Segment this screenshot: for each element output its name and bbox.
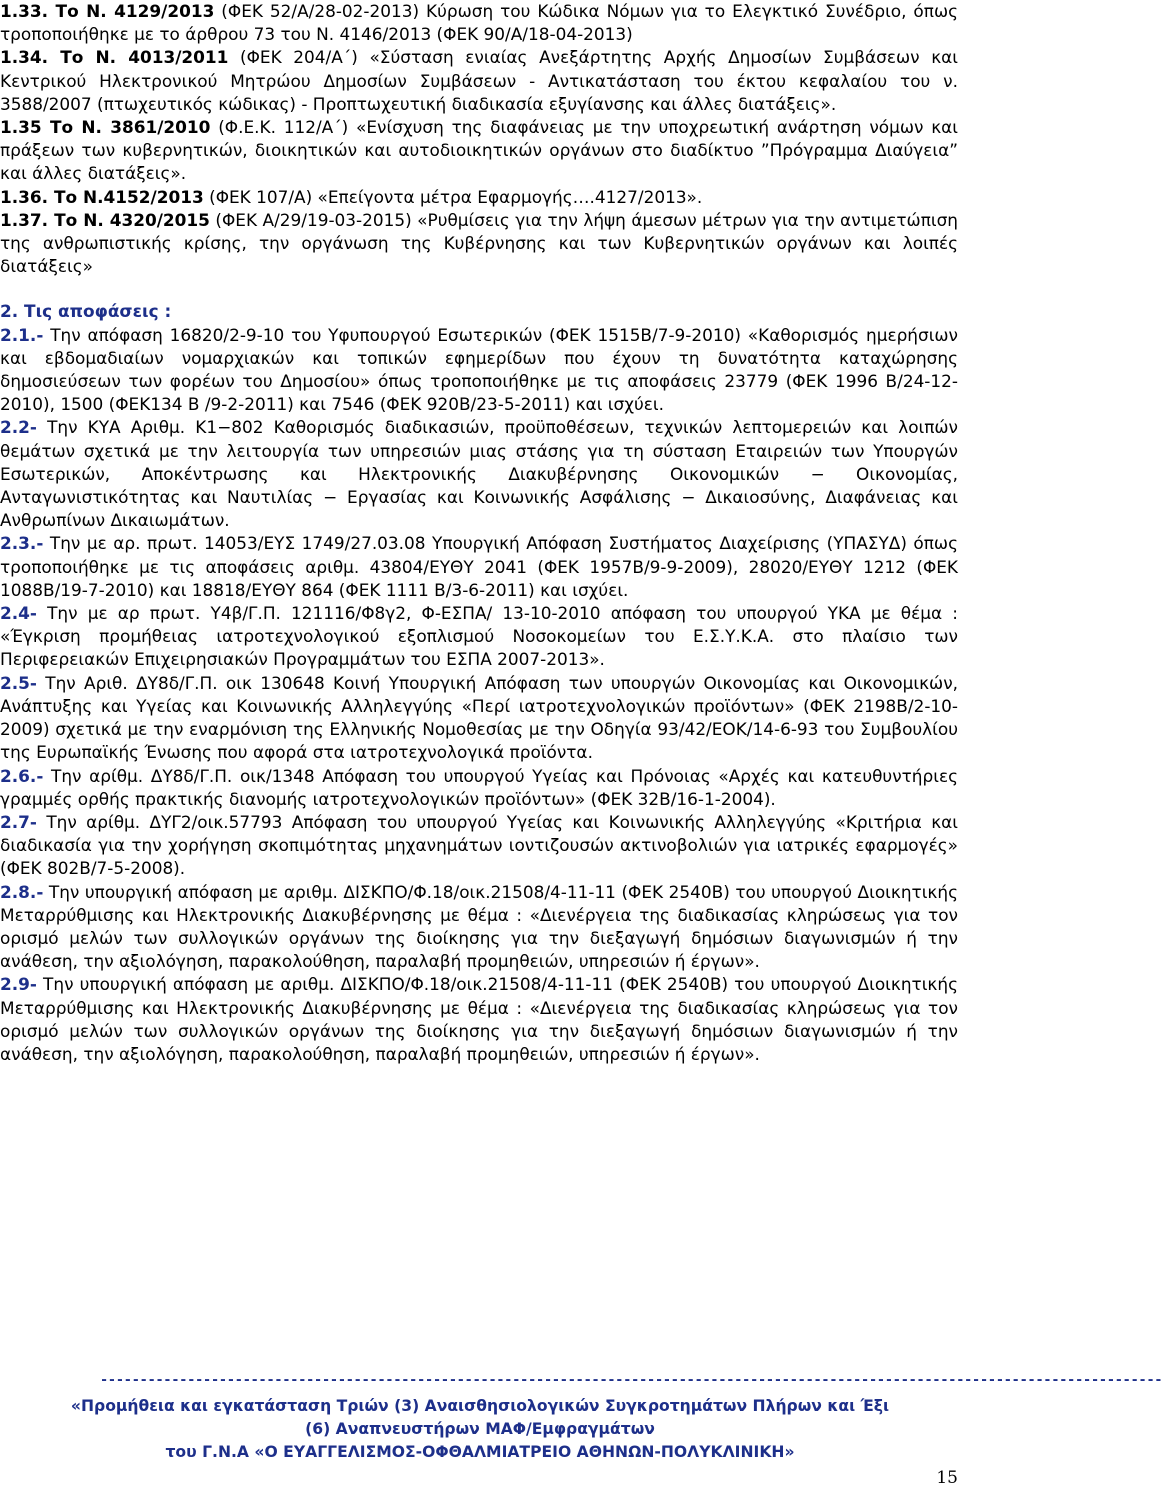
decision-text: Την υπουργική απόφαση με αριθμ. ΔΙΣΚΠΟ/Φ.18/οικ.21508/4-11-11 (ΦΕΚ 2540Β) του υπουργού Διοικητικής Μεταρρύθμισης και Ηλεκτρονικής Διακυβέρνησης με θέμα : «Διενέργεια της διαδικασίας κληρώσεως για τον ορισμό μελών των συλλογικών οργάνων της διοίκησης για την διεξαγωγή δημόσιων διαγωνισμών ή την ανάθεση, την αξιολόγηση, παρακολούθηση, παραλαβή προμηθειών, υπηρεσιών ή έργων». (0, 881, 958, 972)
decision-text: Την ΚΥΑ Αριθμ. Κ1−802 Καθορισμός διαδικασιών, προϋποθέσεων, τεχνικών λεπτομερειών και λοιπών θεμάτων σχετικά με την λειτουργία των υπηρεσιών μιας στάσης για τη σύσταση Εταιρειών των Υπουργών Εσωτερικών, Αποκέντρωσης και Ηλεκτρονικής Διακυβέρνησης Οικονομικών − Οικονομίας, Ανταγωνιστικότητας και Ναυτιλίας − Εργασίας και Κοινωνικής Ασφάλισης − Δικαιοσύνης, Διαφάνειας και Ανθρωπίνων Δικαιωμάτων. (0, 417, 958, 531)
decision-text: Την απόφαση 16820/2-9-10 του Υφυπουργού Εσωτερικών (ΦΕΚ 1515Β/7-9-2010) «Καθορισμός ημερήσιων και εβδομαδιαίων νομαρχιακών και τοπικών εφημερίδων που έχουν τη δυνατότητα καταχώρησης δημοσιεύσεων των φορέων του Δημοσίου» όπως τροποποιήθηκε με τις αποφάσεις 23779 (ΦΕΚ 1996 Β/24-12-2010), 1500 (ΦΕΚ134 Β /9-2-2011) και 7546 (ΦΕΚ 920Β/23-5-2011) και ισχύει. (0, 324, 958, 415)
section-heading: 2. Τις αποφάσεις : (0, 301, 172, 322)
item-number: 1.33. (0, 1, 49, 21)
item-number: 1.34. (0, 47, 49, 68)
law-description: (ΦΕΚ 107/Α) «Επείγοντα μέτρα Εφαρμογής….4127/2013». (203, 186, 703, 207)
decision-text: Την αρίθμ. ΔΥΓ2/οικ.57793 Απόφαση του υπουργού Υγείας και Κοινωνικής Αλληλεγγύης «Κριτήρια και διαδικασία για την χορήγηση σκοπιμότητας μηχανημάτων ιοντιζουσών ακτινοβολιών για ιατρικές εφαρμογές» (ΦΕΚ 802Β/7-5-2008). (0, 811, 958, 879)
law-item-1-34 (0, 46, 958, 116)
law-description: (ΦΕΚ Α/29/19-03-2015) «Ρυθμίσεις για την λήψη άμεσων μέτρων για την αντιμετώπιση της ανθρωπιστικής κρίσης, την οργάνωση της Κυβέρνησης και των Κυβερνητικών οργάνων και λοιπές διατάξεις» (0, 209, 958, 277)
decision-2-4 (0, 602, 958, 672)
law-reference: Το Ν. 4129/2013 (48, 1, 215, 21)
law-item-1-36 (0, 186, 958, 209)
law-reference: Το Ν.4152/2013 (48, 186, 204, 207)
item-number: 1.37. (0, 209, 49, 230)
footer-line-3: του Γ.Ν.Α «Ο ΕΥΑΓΓΕΛΙΣΜΟΣ-ΟΦΘΑΛΜΙΑΤΡΕΙΟ ΑΘΗΝΩΝ-ΠΟΛΥΚΛΙΝΙΚΗ» (165, 1442, 795, 1461)
decision-2-9 (0, 973, 958, 1066)
footer-line-2: (6) Αναπνευστήρων ΜΑΦ/Εμφραγμάτων (305, 1419, 655, 1438)
decision-number: 2.5- (0, 672, 37, 693)
decision-2-5 (0, 672, 958, 765)
item-number: 1.35 (0, 117, 42, 138)
law-item-1-37 (0, 209, 958, 279)
spacer (0, 278, 958, 300)
law-reference: Το Ν. 4320/2015 (48, 209, 210, 230)
decision-number: 2.8.- (0, 881, 44, 902)
law-reference: Το Ν. 3861/2010 (41, 117, 211, 138)
decision-2-7 (0, 811, 958, 881)
footer-title (0, 1395, 960, 1463)
page-number: 15 (936, 1468, 958, 1488)
decision-number: 2.3.- (0, 533, 44, 554)
law-description: (Φ.Ε.Κ. 112/Α΄) «Ενίσχυση της διαφάνειας με την υποχρεωτική ανάρτηση νόμων και πράξεων των κυβερνητικών, διοικητικών και αυτοδιοικητικών οργάνων στο διαδίκτυο ”Πρόγραμμα Διαύγεια” και άλλες διατάξεις». (0, 117, 959, 184)
item-number: 1.36. (0, 186, 49, 207)
law-description: (ΦΕΚ 52/Α/28-02-2013) Κύρωση του Κώδικα Νόμων για το Ελεγκτικό Συνέδριο, όπως τροποποιήθηκε με το άρθρου 73 του Ν. 4146/2013 (ΦΕΚ 90/Α/18-04-2013) (0, 1, 958, 45)
decision-text: Την Αριθ. ΔΥ8δ/Γ.Π. οικ 130648 Κοινή Υπουργική Απόφαση των υπουργών Οικονομίας και Οικονομικών, Ανάπτυξης και Υγείας και Κοινωνικής Αλληλεγγύης «Περί ιατροτεχνολογικών προϊόντων» (ΦΕΚ 2198Β/2-10-2009) σχετικά με την εναρμόνιση της Ελληνικής Νομοθεσίας με την Οδηγία 93/42/ΕΟΚ/14-6-93 του Συμβουλίου της Ευρωπαϊκής Ένωσης που αφορά στα ιατροτεχνολογικά προϊόντα. (0, 672, 958, 763)
law-item-1-33 (0, 0, 958, 46)
decision-text: Την υπουργική απόφαση με αριθμ. ΔΙΣΚΠΟ/Φ.18/οικ.21508/4-11-11 (ΦΕΚ 2540Β) του υπουργού Διοικητικής Μεταρρύθμισης και Ηλεκτρονικής Διακυβέρνησης με θέμα : «Διενέργεια της διαδικασίας κληρώσεως για τον ορισμό μελών των συλλογικών οργάνων της διοίκησης για την διεξαγωγή δημόσιων διαγωνισμών ή την ανάθεση, την αξιολόγηση, παρακολούθηση, παραλαβή προμηθειών, υπηρεσιών ή έργων». (0, 974, 958, 1064)
decision-2-1 (0, 324, 958, 417)
decision-text: Την αρίθμ. ΔΥ8δ/Γ.Π. οικ/1348 Απόφαση του υπουργού Υγείας και Πρόνοιας «Αρχές και κατευθυντήριες γραμμές ορθής πρακτικής διανομής ιατροτεχνολογικών προϊόντων» (ΦΕΚ 32Β/16-1-2004). (0, 765, 958, 809)
law-item-1-35 (0, 116, 958, 186)
decision-number: 2.6.- (0, 765, 44, 786)
decision-2-8 (0, 881, 958, 974)
footer-separator: -------------------------------------------------------------------------------------------------------------------------------------- (100, 1372, 1162, 1388)
decision-2-6 (0, 765, 958, 811)
decision-number: 2.9- (0, 974, 37, 995)
decision-2-2 (0, 416, 958, 532)
law-reference: Το Ν. 4013/2011 (48, 47, 229, 68)
decision-number: 2.1.- (0, 324, 44, 345)
footer-line-1: «Προμήθεια και εγκατάσταση Τριών (3) Αναισθησιολογικών Συγκροτημάτων Πλήρων και Έξι (70, 1397, 890, 1415)
decision-2-3 (0, 532, 958, 602)
decision-number: 2.4- (0, 603, 37, 624)
decision-text: Την με αρ. πρωτ. 14053/ΕΥΣ 1749/27.03.08 Υπουργική Απόφαση Συστήματος Διαχείρισης (ΥΠΑΣΥΔ) όπως τροποποιήθηκε με τις αποφάσεις αριθμ. 43804/ΕΥΘΥ 2041 (ΦΕΚ 1957Β/9-9-2009), 28020/ΕΥΘΥ 1212 (ΦΕΚ 1088Β/19-7-2010) και 18818/ΕΥΘΥ 864 (ΦΕΚ 1111 Β/3-6-2011) και ισχύει. (0, 533, 958, 600)
decision-text: Την με αρ πρωτ. Υ4β/Γ.Π. 121116/Φ8γ2, Φ-ΕΣΠΑ/ 13-10-2010 απόφαση του υπουργού ΥΚΑ με θέμα : «Έγκριση προμήθειας ιατροτεχνολογικού εξοπλισμού Νοσοκομείων του Ε.Σ.Υ.Κ.Α. στο πλαίσιο των Περιφερειακών Επιχειρησιακών Προγραμμάτων του ΕΣΠΑ 2007-2013». (0, 603, 958, 670)
decision-number: 2.2- (0, 417, 37, 438)
decision-number: 2.7- (0, 811, 37, 832)
law-description: (ΦΕΚ 204/Α΄) «Σύσταση ενιαίας Ανεξάρτητης Αρχής Δημοσίων Συμβάσεων και Κεντρικού Ηλεκτρονικού Μητρώου Δημοσίων Συμβάσεων - Αντικατάσταση του έκτου κεφαλαίου του ν. 3588/2007 (πτωχευτικός κώδικας) - Προπτωχευτική διαδικασία εξυγίανσης και άλλες διατάξεις». (0, 47, 959, 114)
